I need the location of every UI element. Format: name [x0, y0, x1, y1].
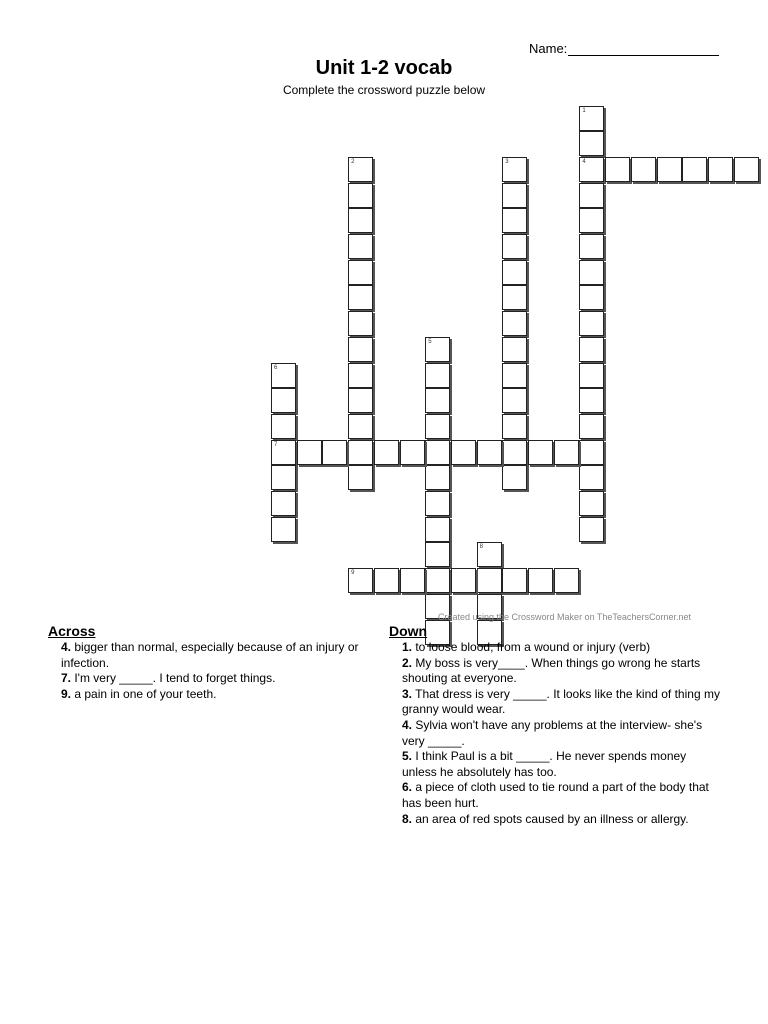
- grid-cell[interactable]: [579, 285, 604, 310]
- grid-cell[interactable]: [348, 568, 373, 593]
- grid-cell[interactable]: [348, 311, 373, 336]
- clue-number-label: 3.: [402, 686, 413, 701]
- grid-cell[interactable]: [271, 363, 296, 388]
- grid-cell[interactable]: [477, 542, 502, 567]
- clue-number: 4: [582, 158, 586, 165]
- grid-cell[interactable]: [554, 568, 579, 593]
- clue-text: a piece of cloth used to tie round a part of the body that has been hurt.: [402, 780, 709, 810]
- clue-number-label: 1.: [402, 640, 413, 654]
- clue-item: [389, 718, 724, 749]
- clue-number: 2: [351, 158, 355, 165]
- clue-item: [389, 687, 724, 718]
- grid-cell[interactable]: [425, 337, 450, 362]
- grid-cell[interactable]: [348, 285, 373, 310]
- down-clue-list: [389, 640, 724, 827]
- grid-cell[interactable]: [502, 260, 527, 285]
- grid-cell[interactable]: [502, 440, 527, 465]
- grid-cell[interactable]: [502, 388, 527, 413]
- grid-cell[interactable]: [425, 414, 450, 439]
- grid-cell[interactable]: [451, 568, 476, 593]
- grid-cell[interactable]: [348, 465, 373, 490]
- grid-cell[interactable]: [579, 491, 604, 516]
- grid-cell[interactable]: [348, 337, 373, 362]
- grid-cell[interactable]: [502, 208, 527, 233]
- grid-cell[interactable]: [348, 363, 373, 388]
- grid-cell[interactable]: [348, 157, 373, 182]
- clue-text: a pain in one of your teeth.: [71, 686, 217, 701]
- grid-cell[interactable]: [579, 208, 604, 233]
- grid-cell[interactable]: [425, 542, 450, 567]
- grid-cell[interactable]: [374, 440, 399, 465]
- clue-item: [48, 671, 373, 687]
- clue-number: 9: [351, 570, 355, 577]
- grid-cell[interactable]: [657, 157, 682, 182]
- grid-cell[interactable]: [348, 208, 373, 233]
- grid-cell[interactable]: [400, 568, 425, 593]
- grid-cell[interactable]: [579, 260, 604, 285]
- clue-item: [48, 687, 373, 703]
- clue-item: [389, 656, 724, 687]
- grid-cell[interactable]: [579, 388, 604, 413]
- grid-cell[interactable]: [477, 440, 502, 465]
- clue-item: [389, 780, 724, 811]
- clue-number-label: 8.: [402, 811, 413, 826]
- clue-item: [389, 749, 724, 780]
- grid-cell[interactable]: [502, 414, 527, 439]
- grid-cell[interactable]: [502, 465, 527, 490]
- clue-number-label: 2.: [402, 655, 413, 670]
- grid-cell[interactable]: [502, 183, 527, 208]
- grid-cell[interactable]: [348, 388, 373, 413]
- grid-cell[interactable]: [348, 183, 373, 208]
- clue-number-label: 9.: [61, 686, 72, 701]
- grid-cell[interactable]: [348, 234, 373, 259]
- clue-number-label: 6.: [402, 780, 413, 795]
- grid-cell[interactable]: [579, 234, 604, 259]
- grid-cell[interactable]: [502, 157, 527, 182]
- grid-cell[interactable]: [502, 311, 527, 336]
- clue-number-label: 4.: [402, 717, 413, 732]
- grid-cell[interactable]: [579, 414, 604, 439]
- grid-cell[interactable]: [271, 465, 296, 490]
- grid-cell[interactable]: [528, 440, 553, 465]
- grid-cell[interactable]: [348, 260, 373, 285]
- grid-cell[interactable]: [554, 440, 579, 465]
- grid-cell[interactable]: [579, 106, 604, 131]
- clue-text: I think Paul is a bit _____. He never spends money unless he absolutely has too.: [402, 749, 687, 779]
- clue-number-label: 4.: [61, 640, 72, 654]
- grid-cell[interactable]: [502, 337, 527, 362]
- grid-cell[interactable]: [579, 183, 604, 208]
- across-heading: Across: [48, 623, 96, 639]
- clue-text: bigger than normal, especially because of an injury or infection.: [61, 640, 359, 670]
- grid-cell[interactable]: [502, 568, 527, 593]
- grid-cell[interactable]: [579, 363, 604, 388]
- grid-cell[interactable]: [425, 465, 450, 490]
- grid-cell[interactable]: [579, 440, 604, 465]
- page-subtitle: Complete the crossword puzzle below: [282, 83, 486, 97]
- grid-cell[interactable]: [271, 517, 296, 542]
- grid-cell[interactable]: [425, 517, 450, 542]
- clue-text: That dress is very _____. It looks like the kind of thing my granny would wear.: [402, 686, 720, 717]
- grid-cell[interactable]: [502, 285, 527, 310]
- grid-cell[interactable]: [579, 131, 604, 156]
- grid-cell[interactable]: [477, 568, 502, 593]
- clue-number: 6: [274, 364, 278, 371]
- grid-cell[interactable]: [708, 157, 733, 182]
- grid-cell[interactable]: [528, 568, 553, 593]
- across-clue-list: [48, 640, 373, 702]
- grid-cell[interactable]: [425, 388, 450, 413]
- grid-cell[interactable]: [297, 440, 322, 465]
- grid-cell[interactable]: [322, 440, 347, 465]
- grid-cell[interactable]: [425, 363, 450, 388]
- grid-cell[interactable]: [631, 157, 656, 182]
- grid-cell[interactable]: [579, 465, 604, 490]
- grid-cell[interactable]: [400, 440, 425, 465]
- clue-text: I'm very _____. I tend to forget things.: [71, 671, 276, 686]
- grid-cell[interactable]: [271, 414, 296, 439]
- clue-item: [389, 812, 724, 828]
- grid-cell[interactable]: [425, 491, 450, 516]
- grid-cell[interactable]: [348, 414, 373, 439]
- down-heading: Down: [389, 623, 428, 639]
- down-clues: [389, 623, 724, 827]
- clue-text: My boss is very____. When things go wrong he starts shouting at everyone.: [402, 655, 701, 686]
- across-clues: [48, 623, 373, 702]
- clue-number-label: 7.: [61, 671, 72, 686]
- grid-cell[interactable]: [271, 491, 296, 516]
- grid-cell[interactable]: [271, 388, 296, 413]
- grid-cell[interactable]: [682, 157, 707, 182]
- name-label: Name:: [529, 41, 568, 56]
- clue-number: 8: [479, 544, 483, 551]
- clue-text: to loose blood, from a wound or injury (verb): [412, 640, 651, 654]
- grid-cell[interactable]: [348, 440, 373, 465]
- grid-cell[interactable]: [502, 363, 527, 388]
- clue-text: an area of red spots caused by an illness or allergy.: [412, 811, 689, 826]
- clue-number: 1: [582, 107, 586, 114]
- clue-number: 5: [428, 338, 432, 345]
- clue-number: 7: [274, 441, 278, 448]
- grid-cell[interactable]: [579, 337, 604, 362]
- grid-cell[interactable]: [579, 157, 604, 182]
- clue-text: Sylvia won't have any problems at the interview- she's very _____.: [402, 717, 703, 748]
- grid-cell[interactable]: [502, 234, 527, 259]
- credit-text: Created using the Crossword Maker on TheTeachersCorner.net: [438, 612, 691, 622]
- clue-item: [389, 640, 724, 656]
- clue-number-label: 5.: [402, 749, 413, 764]
- clue-number: 3: [505, 158, 509, 165]
- grid-cell[interactable]: [425, 568, 450, 593]
- grid-cell[interactable]: [374, 568, 399, 593]
- grid-cell[interactable]: [271, 440, 296, 465]
- grid-cell[interactable]: [579, 517, 604, 542]
- grid-cell[interactable]: [734, 157, 759, 182]
- clue-item: [48, 640, 373, 671]
- grid-cell[interactable]: [579, 311, 604, 336]
- page-title: Unit 1-2 vocab: [315, 57, 453, 79]
- grid-cell[interactable]: [425, 440, 450, 465]
- grid-cell[interactable]: [451, 440, 476, 465]
- grid-cell[interactable]: [605, 157, 630, 182]
